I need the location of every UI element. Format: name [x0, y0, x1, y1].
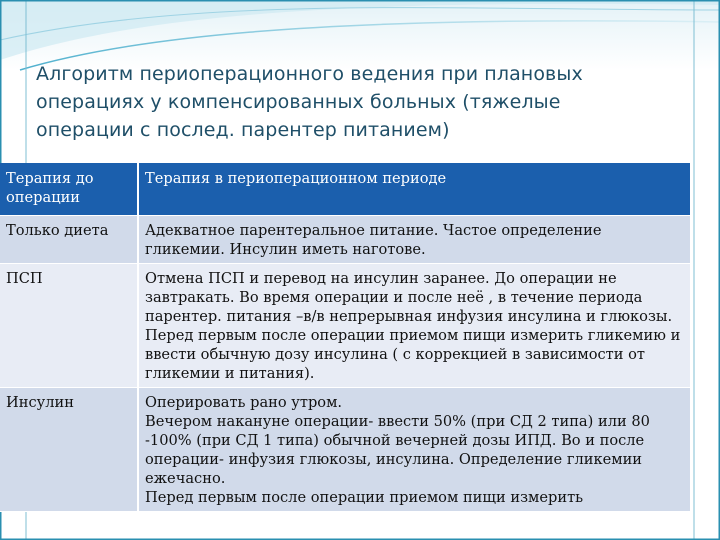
- therapy-table: [0, 163, 690, 512]
- table-header-row: [0, 163, 690, 216]
- header-therapy-before: Терапия до операции: [0, 163, 138, 216]
- title-line: операции с послед. парентер питанием): [36, 119, 450, 141]
- row-text: Адекватное парентеральное питание. Частое определение гликемии. Инсулин иметь наготове.: [138, 216, 690, 264]
- row-label: ПСП: [0, 264, 138, 388]
- row-text: Отмена ПСП и перевод на инсулин заранее. До операции не завтракать. Во время операции и после неё , в течение периода парентер. питания –в/в непрерывная инфузия инсулина и глюкозы. Перед первым после операции приемом пищи измерить гликемию и ввести обычную дозу инсулина ( с коррекцией в зависимости от гликемии и питания).: [138, 264, 690, 388]
- table-row: [0, 216, 690, 264]
- title-line: Алгоритм периоперационного ведения при плановых: [36, 63, 583, 85]
- title-line: операциях у компенсированных больных (тяжелые: [36, 91, 561, 113]
- table-row: [0, 388, 690, 512]
- row-label: Инсулин: [0, 388, 138, 512]
- row-text-line: Перед первым после операции приемом пищи измерить: [145, 489, 584, 506]
- table-row: [0, 264, 690, 388]
- row-text-line: Вечером накануне операции- ввести 50% (при СД 2 типа) или 80 -100% (при СД 1 типа) обычной вечерней дозы ИПД. Во и после операции- инфузия глюкозы, инсулина. Определение гликемии ежечасно.: [145, 413, 650, 487]
- header-therapy-periop: Терапия в периоперационном периоде: [138, 163, 690, 216]
- slide-title: [36, 60, 676, 144]
- row-text-line: Оперировать рано утром.: [145, 394, 343, 411]
- row-text: [138, 388, 690, 512]
- row-label: Только диета: [0, 216, 138, 264]
